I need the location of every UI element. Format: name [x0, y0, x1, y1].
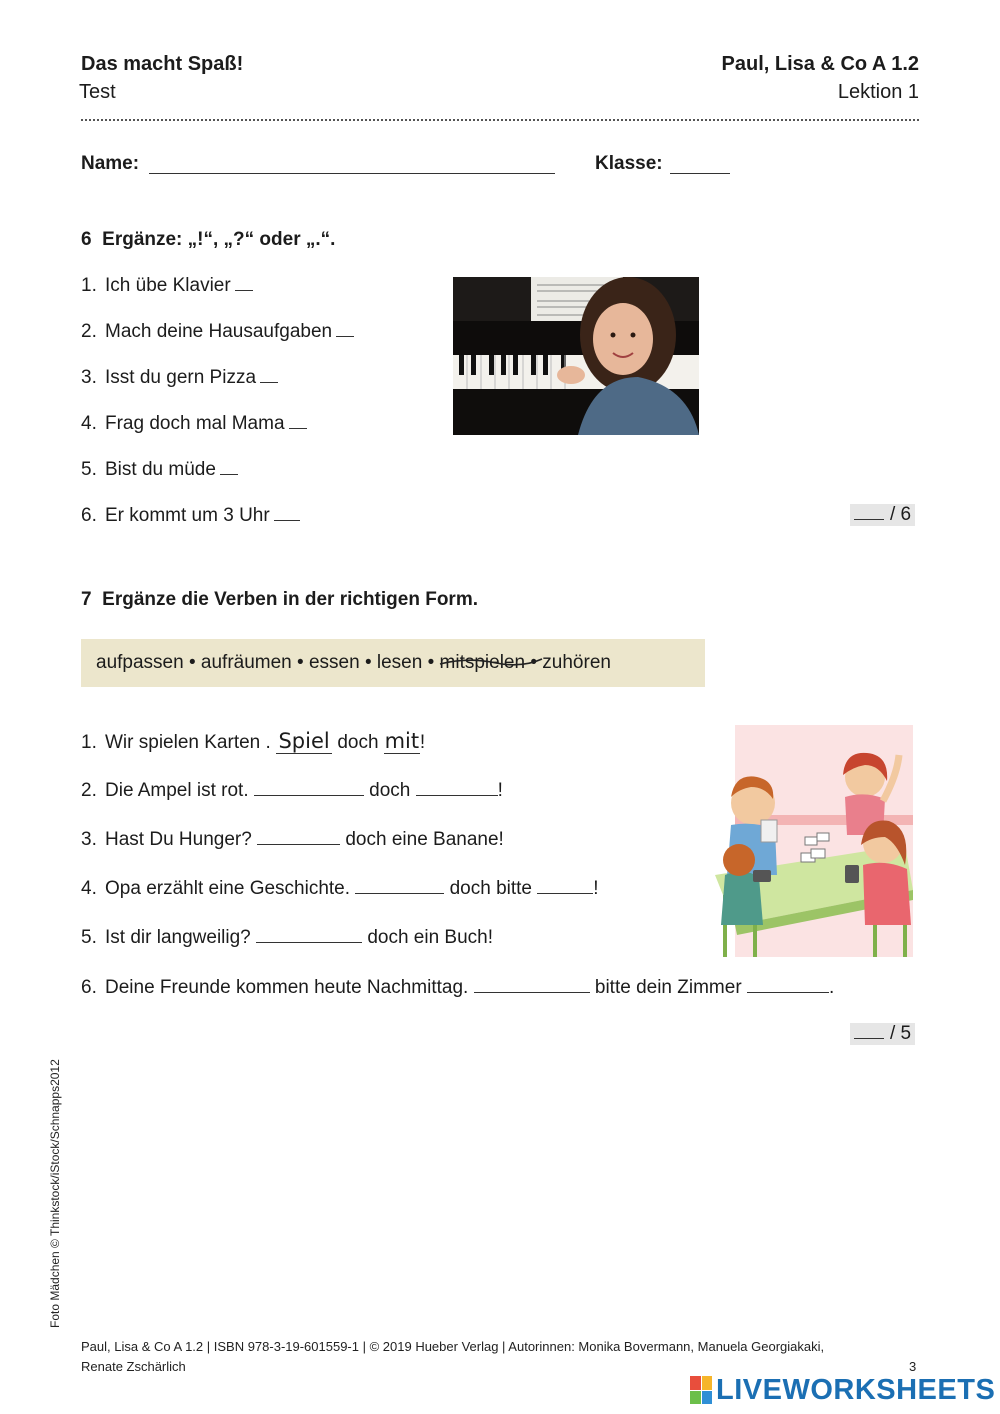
task6-score: / 6	[850, 504, 915, 526]
answer-blank[interactable]	[336, 320, 354, 337]
task6-number: 6	[81, 229, 92, 250]
answer-blank[interactable]	[260, 366, 278, 383]
page-number: 3	[909, 1359, 917, 1374]
task7-score: / 5	[850, 1023, 915, 1045]
answer-field[interactable]	[254, 795, 364, 796]
footer-line: Paul, Lisa & Co A 1.2 | ISBN 978-3-19-601559-1 | © 2019 Hueber Verlag | Autorinnen: Monika Bovermann, Manuela Georgiakaki,	[81, 1339, 825, 1354]
answer-field[interactable]	[474, 992, 590, 993]
word-chip: aufräumen	[200, 652, 292, 673]
task7-number: 7	[81, 589, 92, 610]
answer-blank[interactable]	[235, 274, 253, 291]
task6-item: 1. Ich übe Klavier	[81, 274, 253, 297]
task6-item: 2. Mach deine Hausaufgaben	[81, 320, 354, 343]
task7-title: Ergänze die Verben in der richtigen Form.	[102, 589, 479, 610]
word-chip: lesen	[376, 652, 423, 673]
task6-item: 3. Isst du gern Pizza	[81, 366, 278, 389]
task6-item: 5. Bist du müde	[81, 458, 238, 481]
doc-subtitle: Test	[79, 81, 116, 103]
class-label: Klasse:	[595, 153, 663, 174]
book-title: Paul, Lisa & Co A 1.2	[721, 53, 919, 75]
word-chip-used: mitspielen	[440, 639, 526, 687]
answer-field-filled[interactable]: mit	[384, 729, 420, 753]
answer-field[interactable]	[256, 942, 362, 943]
footer-copyright	[81, 1337, 824, 1377]
answer-field[interactable]	[416, 795, 498, 796]
word-chip: essen	[308, 652, 360, 673]
task6-title: Ergänze: „!“, „?“ oder „.“.	[102, 229, 336, 250]
liveworksheets-logo[interactable]	[690, 1374, 995, 1406]
strikethrough-mark	[438, 653, 546, 671]
answer-field[interactable]	[257, 844, 340, 845]
task7-item: 3. Hast Du Hunger? doch eine Banane!	[81, 829, 504, 850]
answer-field[interactable]	[537, 893, 593, 894]
piano-girl-photo	[453, 277, 699, 435]
answer-field[interactable]	[355, 893, 444, 894]
word-chip: aufpassen	[96, 652, 184, 673]
doc-title: Das macht Spaß!	[81, 53, 244, 75]
word-bank: aufpassen • aufräumen • essen • lesen • mitspielen • zuhören	[81, 639, 705, 687]
footer-line: Renate Zschärlich	[81, 1359, 186, 1374]
word-chip: zuhören	[542, 652, 611, 673]
score-blank[interactable]	[854, 1024, 884, 1039]
task6-heading	[81, 229, 335, 251]
header-divider	[81, 119, 919, 121]
card-game-illustration	[705, 725, 913, 957]
photo-credit: Foto Mädchen © Thinkstock/iStock/Schnapps2012	[48, 1059, 62, 1328]
name-field[interactable]	[149, 173, 555, 174]
task7-item: 5. Ist dir langweilig? doch ein Buch!	[81, 927, 494, 948]
task7-item: 6. Deine Freunde kommen heute Nachmittag. bitte dein Zimmer .	[81, 977, 835, 998]
task7-item: 4. Opa erzählt eine Geschichte. doch bitte !	[81, 878, 599, 899]
name-label: Name:	[81, 153, 140, 174]
score-blank[interactable]	[854, 505, 884, 520]
answer-field-filled[interactable]: Spiel	[276, 729, 332, 754]
task6-item: 4. Frag doch mal Mama	[81, 412, 307, 435]
logo-mark-icon	[690, 1376, 712, 1404]
task7-item: 1. Wir spielen Karten . Spiel doch mit!	[81, 729, 426, 753]
answer-field[interactable]	[747, 992, 829, 993]
task6-item: 6. Er kommt um 3 Uhr	[81, 504, 300, 527]
class-field[interactable]	[670, 173, 730, 174]
task7-heading	[81, 589, 478, 611]
answer-blank[interactable]	[220, 458, 238, 475]
logo-text: LIVEWORKSHEETS	[716, 1373, 996, 1406]
answer-blank[interactable]	[274, 504, 300, 521]
task7-item: 2. Die Ampel ist rot. doch !	[81, 780, 503, 801]
answer-blank[interactable]	[289, 412, 307, 429]
lesson-label: Lektion 1	[837, 81, 919, 103]
